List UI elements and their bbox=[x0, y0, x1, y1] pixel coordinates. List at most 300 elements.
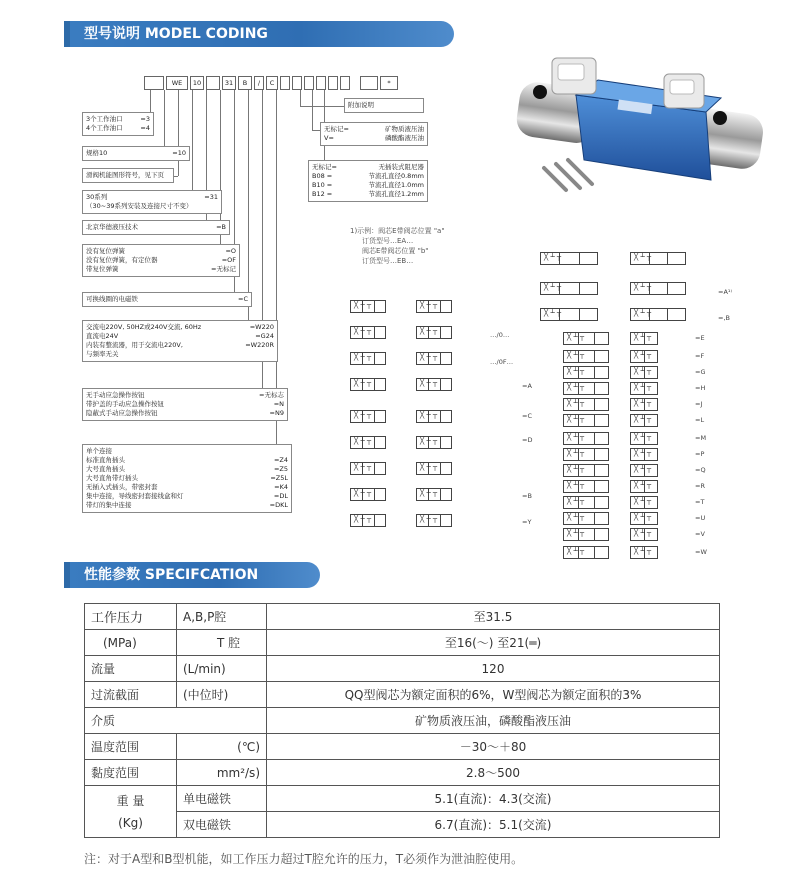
option-code: =DKL bbox=[269, 501, 288, 509]
spool-code-label: =C bbox=[522, 412, 532, 420]
spool-cell-divider bbox=[579, 283, 580, 294]
option-text: 30系列 bbox=[86, 193, 108, 201]
option-text: 可换线圈的电磁铁 bbox=[86, 295, 138, 303]
spool-code-label: =T bbox=[695, 498, 705, 506]
pressure-abp-value: 至31.5 bbox=[267, 604, 720, 630]
option-code: =无标记 bbox=[211, 265, 236, 273]
code-cell bbox=[328, 76, 338, 90]
connector-line bbox=[174, 176, 178, 177]
spool-symbol bbox=[563, 366, 609, 379]
model-coding-title: 型号说明 MODEL CODING bbox=[84, 26, 268, 42]
spool-flow-glyph: ╳ ┴ ┬ bbox=[634, 283, 652, 291]
option-code: =W220 bbox=[249, 323, 274, 331]
spool-cell-divider bbox=[594, 333, 595, 344]
spool-cell-divider bbox=[594, 415, 595, 426]
option-code: =K4 bbox=[274, 483, 288, 491]
spool-symbol bbox=[563, 332, 609, 345]
connector-line bbox=[312, 90, 313, 130]
visc-unit: mm²/s) bbox=[177, 760, 267, 786]
double-value: 6.7(直流)：5.1(交流) bbox=[267, 812, 720, 838]
spool-cell-divider bbox=[374, 353, 375, 364]
spool-flow-glyph: ╳ ┴ ┬ bbox=[420, 411, 438, 419]
option-text: 节流孔直径1.2mm bbox=[368, 190, 424, 198]
spool-symbol bbox=[630, 448, 658, 461]
pressure-label: 工作压力 bbox=[85, 604, 177, 630]
spool-flow-glyph: ╳ ┴ ┬ bbox=[634, 383, 652, 391]
option-code: B08 = bbox=[312, 172, 333, 180]
spool-cell-divider bbox=[594, 465, 595, 476]
option-row bbox=[86, 409, 284, 418]
spool-symbol bbox=[416, 326, 452, 339]
option-row bbox=[86, 193, 218, 202]
option-code: =无标志 bbox=[259, 391, 284, 399]
option-row bbox=[86, 456, 288, 465]
flow-unit: (L/min) bbox=[177, 656, 267, 682]
option-row bbox=[86, 447, 288, 456]
option-code: =31 bbox=[204, 193, 218, 201]
option-text: 交流电220V, 50HZ或240V交流, 60Hz bbox=[86, 323, 202, 331]
spool-cell-divider bbox=[440, 379, 441, 390]
example-line-3: 阀芯E带阀芯位置 "b" bbox=[362, 247, 429, 255]
option-text: 无手动应急操作按钮 bbox=[86, 391, 145, 399]
weight-label: 重 量 bbox=[116, 793, 145, 808]
option-text: 矿物质液压油 bbox=[385, 125, 424, 133]
spool-flow-glyph: ╳ ┴ ┬ bbox=[634, 529, 652, 537]
option-row bbox=[86, 350, 274, 359]
connector-line bbox=[300, 106, 344, 107]
spool-cell-divider bbox=[374, 515, 375, 526]
spool-symbol bbox=[630, 308, 686, 321]
option-text: （30~39系列安装及连接尺寸不变） bbox=[86, 202, 193, 210]
table-row bbox=[85, 760, 720, 786]
code-cell bbox=[206, 76, 220, 90]
spool-flow-glyph: ╳ ┴ ┬ bbox=[634, 465, 652, 473]
spool-symbol bbox=[350, 326, 386, 339]
spool-cell-divider bbox=[594, 547, 595, 558]
table-row bbox=[85, 656, 720, 682]
spool-symbol bbox=[540, 282, 598, 295]
option-code: V= bbox=[324, 134, 334, 142]
option-row bbox=[86, 115, 150, 124]
area-value: QQ型阀芯为额定面积的6%，W型阀芯为额定面积的3% bbox=[267, 682, 720, 708]
spool-cell-divider bbox=[374, 301, 375, 312]
option-text: 规格10 bbox=[86, 149, 108, 157]
spool-flow-glyph: ╳ ┴ ┬ bbox=[567, 383, 585, 391]
spool-cell-divider bbox=[440, 327, 441, 338]
spool-cell-divider bbox=[594, 383, 595, 394]
spool-cell-divider bbox=[374, 411, 375, 422]
spool-flow-glyph: ╳ ┴ ┬ bbox=[420, 301, 438, 309]
pressure-t-value: 至16(～) 至21(═) bbox=[267, 630, 720, 656]
spool-symbol bbox=[416, 378, 452, 391]
spool-symbol bbox=[630, 480, 658, 493]
option-text: 没有复位弹簧 bbox=[86, 247, 125, 255]
visc-value: 2.8～500 bbox=[267, 760, 720, 786]
spool-symbol bbox=[630, 398, 658, 411]
example-suffix-2: …/0F… bbox=[490, 358, 514, 366]
spool-code-label: =,B bbox=[718, 314, 730, 322]
port-abp: A,B,P腔 bbox=[177, 604, 267, 630]
option-row bbox=[86, 265, 236, 274]
spool-symbol bbox=[350, 352, 386, 365]
option-code: =10 bbox=[172, 149, 186, 157]
spool-cell-divider bbox=[579, 253, 580, 264]
option-box bbox=[82, 112, 154, 136]
option-text: 带护盖的手动应急操作按钮 bbox=[86, 400, 164, 408]
temp-unit: (℃) bbox=[177, 734, 267, 760]
spool-symbol bbox=[350, 300, 386, 313]
spool-flow-glyph: ╳ ┴ ┬ bbox=[634, 309, 652, 317]
option-text: 集中连接，导线密封套接线盒和灯 bbox=[86, 492, 184, 500]
code-cell: 31 bbox=[222, 76, 236, 90]
spool-flow-glyph: ╳ ┴ ┬ bbox=[634, 513, 652, 521]
connector-line bbox=[312, 130, 320, 131]
code-cell bbox=[292, 76, 302, 90]
spool-symbol bbox=[563, 414, 609, 427]
footnote: 注：对于A型和B型机能，如工作压力超过T腔允许的压力，T必须作为泄油腔使用。 bbox=[84, 852, 524, 866]
spool-cell-divider bbox=[594, 449, 595, 460]
option-text: 标准直角插头 bbox=[86, 456, 125, 464]
option-box bbox=[82, 320, 278, 362]
table-row bbox=[85, 708, 720, 734]
option-code: =4 bbox=[140, 124, 150, 132]
option-text: 单个连接 bbox=[86, 447, 112, 455]
spool-flow-glyph: ╳ ┴ ┬ bbox=[354, 489, 372, 497]
table-row bbox=[85, 786, 720, 812]
option-text: 带灯的集中连接 bbox=[86, 501, 132, 509]
option-row bbox=[312, 172, 424, 181]
option-text: 直流电24V bbox=[86, 332, 119, 340]
option-code: =N9 bbox=[269, 409, 284, 417]
connector-line bbox=[300, 90, 301, 106]
option-row bbox=[86, 492, 288, 501]
model-code-bar bbox=[144, 76, 398, 90]
spool-cell-divider bbox=[374, 463, 375, 474]
option-code: =N bbox=[273, 400, 284, 408]
option-row bbox=[86, 474, 288, 483]
pressure-unit: (MPa) bbox=[85, 630, 177, 656]
spool-symbol bbox=[563, 546, 609, 559]
spool-flow-glyph: ╳ ┴ ┬ bbox=[567, 415, 585, 423]
option-code: 无标记= bbox=[312, 163, 337, 171]
visc-label: 黏度范围 bbox=[85, 760, 177, 786]
spool-symbol bbox=[630, 496, 658, 509]
spool-code-label: =R bbox=[695, 482, 705, 490]
spool-cell-divider bbox=[374, 327, 375, 338]
spool-symbol bbox=[350, 436, 386, 449]
spool-flow-glyph: ╳ ┴ ┬ bbox=[634, 449, 652, 457]
spool-symbol bbox=[416, 352, 452, 365]
flow-value: 120 bbox=[267, 656, 720, 682]
option-code: =C bbox=[238, 295, 248, 303]
spool-flow-glyph: ╳ ┴ ┬ bbox=[634, 399, 652, 407]
option-row bbox=[86, 323, 274, 332]
spool-flow-glyph: ╳ ┴ ┬ bbox=[544, 283, 562, 291]
spool-flow-glyph: ╳ ┴ ┬ bbox=[420, 327, 438, 335]
single-value: 5.1(直流)：4.3(交流) bbox=[267, 786, 720, 812]
spool-flow-glyph: ╳ ┴ ┬ bbox=[634, 253, 652, 261]
spool-flow-glyph: ╳ ┴ ┬ bbox=[567, 351, 585, 359]
connector-line bbox=[164, 90, 165, 154]
code-cell: / bbox=[254, 76, 264, 90]
code-cell: * bbox=[380, 76, 398, 90]
code-cell bbox=[316, 76, 326, 90]
spool-symbol bbox=[630, 546, 658, 559]
spool-symbol bbox=[630, 382, 658, 395]
spool-flow-glyph: ╳ ┴ ┬ bbox=[567, 529, 585, 537]
table-row bbox=[85, 812, 720, 838]
spool-cell-divider bbox=[579, 309, 580, 320]
spool-flow-glyph: ╳ ┴ ┬ bbox=[634, 333, 652, 341]
temp-value: －30～＋80 bbox=[267, 734, 720, 760]
code-cell bbox=[360, 76, 378, 90]
spool-flow-glyph: ╳ ┴ ┬ bbox=[634, 497, 652, 505]
option-row bbox=[312, 181, 424, 190]
spool-symbol bbox=[416, 514, 452, 527]
spool-symbol bbox=[350, 514, 386, 527]
option-box bbox=[82, 168, 174, 183]
option-code: 附加说明 bbox=[348, 101, 374, 109]
spool-flow-glyph: ╳ ┴ ┬ bbox=[567, 547, 585, 555]
spool-code-label: =P bbox=[695, 450, 705, 458]
spool-symbol bbox=[350, 488, 386, 501]
option-box bbox=[82, 220, 230, 235]
spool-flow-glyph: ╳ ┴ ┬ bbox=[567, 481, 585, 489]
spool-symbol bbox=[630, 350, 658, 363]
option-row bbox=[86, 391, 284, 400]
spool-cell-divider bbox=[594, 351, 595, 362]
option-text: 无插装式阻尼器 bbox=[378, 163, 424, 171]
port-t: T 腔 bbox=[177, 630, 267, 656]
option-row bbox=[348, 101, 420, 110]
spool-cell-divider bbox=[440, 489, 441, 500]
spool-flow-glyph: ╳ ┴ ┬ bbox=[354, 327, 372, 335]
spool-symbol bbox=[630, 512, 658, 525]
spool-code-label: =B bbox=[522, 492, 532, 500]
option-row bbox=[86, 483, 288, 492]
spool-flow-glyph: ╳ ┴ ┬ bbox=[634, 367, 652, 375]
spool-symbol bbox=[350, 410, 386, 423]
option-text: 4个工作油口 bbox=[86, 124, 123, 132]
spool-cell-divider bbox=[374, 379, 375, 390]
spool-symbol bbox=[563, 398, 609, 411]
spool-cell-divider bbox=[667, 253, 668, 264]
option-row bbox=[86, 124, 150, 133]
spool-code-label: =G bbox=[695, 368, 706, 376]
connector-line bbox=[192, 90, 193, 198]
spool-flow-glyph: ╳ ┴ ┬ bbox=[567, 449, 585, 457]
valve-product-photo bbox=[506, 40, 782, 210]
spool-cell-divider bbox=[374, 437, 375, 448]
option-row bbox=[86, 202, 218, 211]
spool-code-label: =L bbox=[695, 416, 705, 424]
spool-cell-divider bbox=[440, 463, 441, 474]
spool-flow-glyph: ╳ ┴ ┬ bbox=[354, 353, 372, 361]
spool-symbol bbox=[416, 410, 452, 423]
option-row bbox=[86, 223, 226, 232]
medium-label: 介质 bbox=[85, 708, 267, 734]
spool-flow-glyph: ╳ ┴ ┬ bbox=[354, 515, 372, 523]
spool-cell-divider bbox=[440, 437, 441, 448]
option-code: =DL bbox=[273, 492, 288, 500]
spool-cell-divider bbox=[594, 433, 595, 444]
option-code: B12 = bbox=[312, 190, 333, 198]
spool-code-label: =Q bbox=[695, 466, 706, 474]
spool-cell-divider bbox=[440, 411, 441, 422]
spool-symbol bbox=[630, 252, 686, 265]
option-code: =Z5L bbox=[270, 474, 288, 482]
spool-code-label: =J bbox=[695, 400, 703, 408]
spool-symbol bbox=[563, 382, 609, 395]
option-code: 无标记= bbox=[324, 125, 349, 133]
spool-flow-glyph: ╳ ┴ ┬ bbox=[634, 481, 652, 489]
spool-flow-glyph: ╳ ┴ ┬ bbox=[567, 333, 585, 341]
code-cell bbox=[340, 76, 350, 90]
option-row bbox=[86, 149, 186, 158]
option-text: 磷酸酯液压油 bbox=[385, 134, 424, 142]
spool-flow-glyph: ╳ ┴ ┬ bbox=[420, 489, 438, 497]
spool-symbol bbox=[630, 414, 658, 427]
spool-cell-divider bbox=[594, 367, 595, 378]
spool-flow-glyph: ╳ ┴ ┬ bbox=[634, 547, 652, 555]
option-code: B10 = bbox=[312, 181, 333, 189]
code-cell: C bbox=[266, 76, 278, 90]
option-text: 节流孔直径1.0mm bbox=[368, 181, 424, 189]
option-code: =Z5 bbox=[273, 465, 288, 473]
spool-flow-glyph: ╳ ┴ ┬ bbox=[354, 379, 372, 387]
spool-symbol bbox=[630, 332, 658, 345]
option-code: =O bbox=[225, 247, 236, 255]
spool-symbol bbox=[416, 436, 452, 449]
example-text bbox=[350, 226, 445, 266]
option-box bbox=[344, 98, 424, 113]
spool-symbol bbox=[630, 282, 686, 295]
option-row bbox=[86, 247, 236, 256]
spool-flow-glyph: ╳ ┴ ┬ bbox=[634, 351, 652, 359]
spool-code-label: =E bbox=[695, 334, 705, 342]
option-text: 与频率无关 bbox=[86, 350, 119, 358]
spool-flow-glyph: ╳ ┴ ┬ bbox=[354, 437, 372, 445]
spec-table bbox=[84, 603, 720, 838]
example-line-4: 订货型号…EB… bbox=[362, 257, 414, 265]
area-label: 过流截面 bbox=[85, 682, 177, 708]
spool-code-label: =H bbox=[695, 384, 706, 392]
spool-flow-glyph: ╳ ┴ ┬ bbox=[420, 515, 438, 523]
option-text: 大号直角插头 bbox=[86, 465, 125, 473]
option-row bbox=[86, 171, 170, 180]
spool-flow-glyph: ╳ ┴ ┬ bbox=[567, 367, 585, 375]
spool-symbol bbox=[563, 464, 609, 477]
option-text: 滑阀机能图形符号，见下页 bbox=[86, 171, 164, 179]
spool-cell-divider bbox=[594, 481, 595, 492]
single-label: 单电磁铁 bbox=[177, 786, 267, 812]
table-row bbox=[85, 630, 720, 656]
spool-code-label: =U bbox=[695, 514, 706, 522]
option-row bbox=[312, 163, 424, 172]
example-line-2: 订货型号…EA… bbox=[362, 237, 414, 245]
example-line-1: 1)示例：阀芯E带阀芯位置 "a" bbox=[350, 227, 445, 235]
option-row bbox=[324, 134, 424, 143]
spool-symbol bbox=[540, 308, 598, 321]
spool-code-label: =M bbox=[695, 434, 707, 442]
spool-flow-glyph: ╳ ┴ ┬ bbox=[354, 411, 372, 419]
spool-flow-glyph: ╳ ┴ ┬ bbox=[420, 353, 438, 361]
spool-code-label: =F bbox=[695, 352, 705, 360]
option-text: 北京华德液压技术 bbox=[86, 223, 138, 231]
option-text: 节流孔直径0.8mm bbox=[368, 172, 424, 180]
spool-code-label: =D bbox=[522, 436, 533, 444]
option-row bbox=[86, 332, 274, 341]
double-label: 双电磁铁 bbox=[177, 812, 267, 838]
option-text: 内装有整流器，用于交流电220V, bbox=[86, 341, 183, 349]
option-row bbox=[312, 190, 424, 199]
spool-flow-glyph: ╳ ┴ ┬ bbox=[634, 433, 652, 441]
spool-flow-glyph: ╳ ┴ ┬ bbox=[567, 497, 585, 505]
spool-symbol bbox=[630, 366, 658, 379]
spec-banner bbox=[70, 562, 320, 588]
option-box bbox=[82, 388, 288, 421]
spool-symbol bbox=[630, 432, 658, 445]
option-code: =B bbox=[216, 223, 226, 231]
spool-cell-divider bbox=[667, 283, 668, 294]
option-row bbox=[86, 256, 236, 265]
flow-label: 流量 bbox=[85, 656, 177, 682]
spool-symbol bbox=[350, 462, 386, 475]
code-cell: WE bbox=[166, 76, 188, 90]
spool-symbol bbox=[563, 432, 609, 445]
table-row bbox=[85, 734, 720, 760]
medium-value: 矿物质液压油，磷酸酯液压油 bbox=[267, 708, 720, 734]
option-code: =3 bbox=[140, 115, 150, 123]
area-unit: (中位时) bbox=[177, 682, 267, 708]
spool-flow-glyph: ╳ ┴ ┬ bbox=[567, 465, 585, 473]
option-row bbox=[324, 125, 424, 134]
option-row bbox=[86, 465, 288, 474]
option-box bbox=[82, 244, 240, 277]
spool-flow-glyph: ╳ ┴ ┬ bbox=[354, 301, 372, 309]
weight-unit: (Kg) bbox=[118, 815, 143, 830]
option-row bbox=[86, 501, 288, 510]
spool-code-label: =Y bbox=[522, 518, 532, 526]
spool-flow-glyph: ╳ ┴ ┬ bbox=[420, 379, 438, 387]
option-box bbox=[320, 122, 428, 146]
spool-cell-divider bbox=[440, 515, 441, 526]
spool-flow-glyph: ╳ ┴ ┬ bbox=[567, 399, 585, 407]
table-row bbox=[85, 604, 720, 630]
spool-symbol bbox=[540, 252, 598, 265]
spool-symbol bbox=[630, 464, 658, 477]
option-text: 3个工作油口 bbox=[86, 115, 123, 123]
spool-code-label: =A¹⁾ bbox=[718, 288, 733, 296]
option-box bbox=[82, 444, 292, 513]
temp-label: 温度范围 bbox=[85, 734, 177, 760]
spool-cell-divider bbox=[667, 309, 668, 320]
code-cell bbox=[280, 76, 290, 90]
option-row bbox=[86, 295, 248, 304]
spool-flow-glyph: ╳ ┴ ┬ bbox=[634, 415, 652, 423]
option-box bbox=[308, 160, 428, 202]
weight-cell bbox=[85, 786, 177, 838]
code-cell bbox=[304, 76, 314, 90]
spool-symbol bbox=[563, 448, 609, 461]
option-code: =Z4 bbox=[273, 456, 288, 464]
option-text: 隐蔽式手动应急操作按钮 bbox=[86, 409, 158, 417]
spool-symbol bbox=[416, 488, 452, 501]
spec-title: 性能参数 SPECIFCATION bbox=[84, 567, 259, 583]
option-row bbox=[86, 341, 274, 350]
option-text: 大号直角带灯插头 bbox=[86, 474, 138, 482]
code-cell: 10 bbox=[190, 76, 204, 90]
